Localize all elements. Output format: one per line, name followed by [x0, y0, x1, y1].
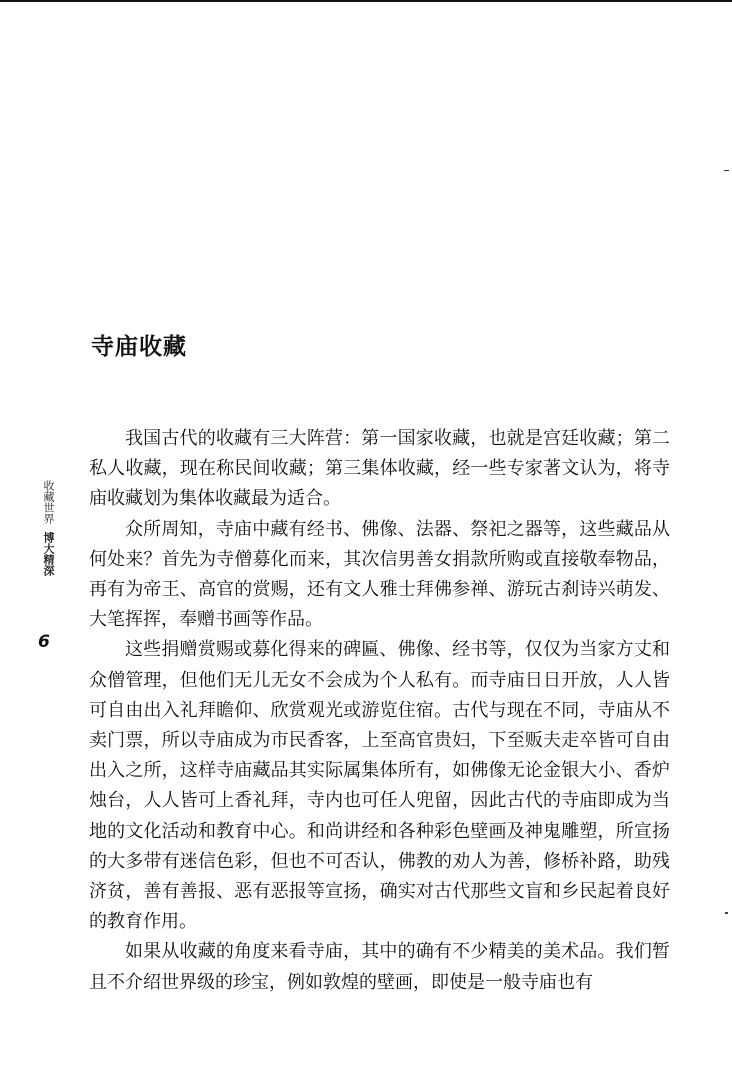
edge-mark [725, 912, 728, 914]
section-title: 寺庙收藏 [91, 334, 187, 360]
paragraph: 众所周知，寺庙中藏有经书、佛像、法器、祭祀之器等，这些藏品从何处来？首先为寺僧募化而来，其次信男善女捐款所购或直接敬奉物品，再有为帝王、高官的赏赐，还有文人雅士拜佛参禅、游玩古刹诗兴萌发、大笔挥挥，奉赠书画等作品。 [89, 518, 670, 631]
series-tagline: 博大精深 [42, 532, 55, 576]
paragraph: 如果从收藏的角度来看寺庙，其中的确有不少精美的美术品。我们暂且不介绍世界级的珍宝，例如敦煌的壁画，即使是一般寺庙也有 [89, 941, 670, 993]
top-border-line [0, 0, 732, 2]
paragraph: 这些捐赠赏赐或募化得来的碑匾、佛像、经书等，仅仅为当家方丈和众僧管理，但他们无儿无女不会成为个人私有。而寺庙日日开放，人人皆可自由出入礼拜瞻仰、欣赏观光或游览住宿。古代与现在不同，寺庙从不卖门票，所以寺庙成为市民香客，上至高官贵妇，下至贩夫走卒皆可自由出入之所，这样寺庙藏品其实际属集体所有，如佛像无论金银大小、香炉烛台，人人皆可上香礼拜，寺内也可任人兜留，因此古代的寺庙即成为当地的文化活动和教育中心。和尚讲经和各种彩色壁画及神鬼雕塑，所宣扬的大多带有迷信色彩，但也不可否认，佛教的劝人为善，修桥补路，助残济贫，善有善报、恶有恶报等宣扬，确实对古代那些文盲和乡民起着良好的教育作用。 [89, 639, 670, 933]
edge-mark [724, 170, 729, 171]
paragraph: 我国古代的收藏有三大阵营：第一国家收藏，也就是宫廷收藏；第二私人收藏，现在称民间收藏；第三集体收藏，经一些专家著文认为，将寺庙收藏划为集体收藏最为适合。 [89, 428, 670, 510]
page-number: 6 [38, 632, 50, 652]
series-name: 收藏世界 [42, 480, 55, 524]
side-running-title [37, 480, 59, 576]
article-body [89, 424, 670, 998]
